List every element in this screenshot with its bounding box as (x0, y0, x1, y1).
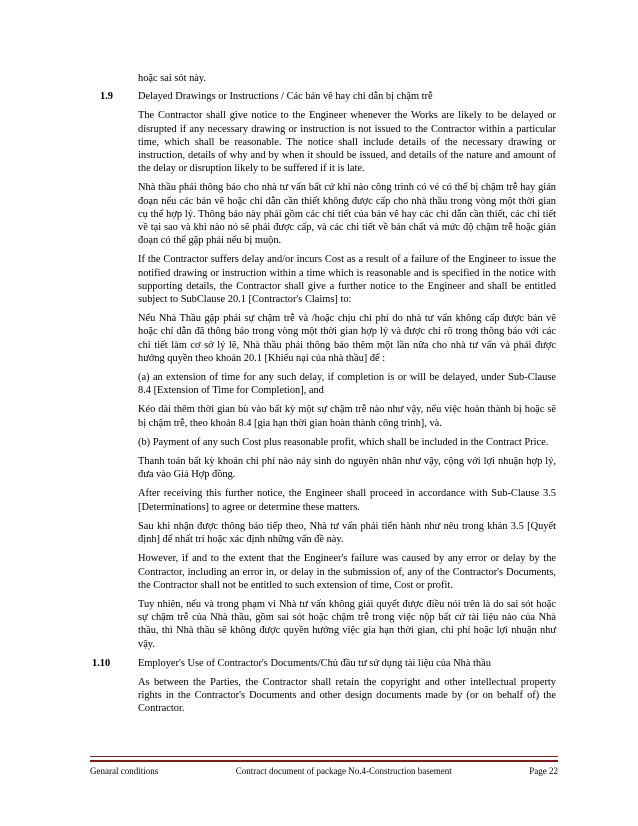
page-body (92, 72, 556, 722)
clause-1-10-paragraph: As between the Parties, the Contractor shall retain the copyright and other intellectual property rights in the Contractor's Documents and other design documents made by (or on behalf of) the Contractor. (138, 676, 556, 715)
clause-1-9-paragraph: (a) an extension of time for any such delay, if completion is or will be delayed, under Sub-Clause 8.4 [Extension of Time for Completion], and (138, 372, 556, 397)
clause-title: Employer's Use of Contractor's Documents/Chủ đầu tư sử dụng tài liệu của Nhà thầu (138, 657, 491, 669)
footer-page-number: Page 22 (529, 766, 558, 776)
footer-left: Genaral conditions (90, 766, 159, 776)
clause-1-9-paragraph: (b) Payment of any such Cost plus reasonable profit, which shall be included in the Contract Price. (138, 436, 549, 448)
clause-1-9-paragraph: Kéo dài thêm thời gian bù vào bất kỳ một sự chậm trễ nào như vậy, nếu việc hoàn thành bị hoặc sẽ bị chậm trễ, theo khoản 8.4 [gia hạn thời gian hoàn thành công trình], và. (138, 404, 556, 429)
clause-1-9-paragraph: If the Contractor suffers delay and/or incurs Cost as a result of a failure of the Engineer to issue the notified drawing or instruction within a time which is reasonable and is specified in the notice with supporting details, the Contractor shall give a further notice to the Engineer and shall be entitled subject to SubClause 20.1 [Contractor's Claims] to: (138, 254, 556, 306)
page-footer (90, 766, 558, 776)
clause-1-9-paragraph: The Contractor shall give notice to the Engineer whenever the Works are likely to be delayed or disrupted if any necessary drawing or instruction is not issued to the Contractor within a particular time, which shall be reasonable. The notice shall include details of the necessary drawing or instruction, details of why and by when it should be issued, and details of the nature and amount of the delay or disruption likely to be suffered if it is late. (138, 110, 556, 175)
footer-center: Contract document of package No.4-Construction basement (235, 766, 452, 776)
clause-1-10-heading (92, 657, 556, 670)
footer-rule-thin (90, 756, 558, 757)
clause-1-9-paragraph: However, if and to the extent that the Engineer's failure was caused by any error or delay by the Contractor, including an error in, or delay in the submission of, any of the Contractor's Documents, the Contractor shall not be entitled to such extension of time, Cost or profit. (138, 553, 556, 591)
clause-1-9-paragraph: Nếu Nhà Thầu gặp phải sự chậm trễ và /hoặc chịu chi phí do nhà tư vấn không cấp được bản vẽ hoặc chỉ dẫn đã thông báo trong vòng một thời gian hợp lý và được chỉ rõ trong thông báo với các chi tiết làm cơ sở lý lẽ, Nhà thầu phải thông báo thêm một lần nữa cho nhà tư vấn và phải được hưởng quyền theo khoản 20.1 [Khiếu nại của nhà thầu] để : (138, 313, 556, 364)
clause-1-9-paragraph: After receiving this further notice, the Engineer shall proceed in accordance with Sub-Clause 3.5 [Determinations] to agree or determine these matters. (138, 488, 556, 513)
lead-paragraph: hoặc sai sót này. (138, 73, 207, 84)
clause-1-9-paragraph: Nhà thầu phải thông báo cho nhà tư vấn bất cứ khi nào công trình có vẻ có thể bị chậm trễ hay gián đoạn nếu các bản vẽ hoặc chỉ dẫn cần thiết không được cấp cho nhà thầu trong vòng một thời gian cụ thể hợp lý. Thông báo này phải gồm các chi tiết của bản vẽ hay các chỉ dẫn cần thiết, các chi tiết về tại sao và khi nào nó sẽ phải được cấp, và các chi tiết về bản chất và mức độ chậm trễ hoặc gián đoạn có thể gặp phải nếu bị muộn. (138, 182, 556, 247)
clause-1-9-heading (100, 90, 556, 103)
clause-1-9-paragraph: Tuy nhiên, nếu và trong phạm vi Nhà tư vấn không giải quyết được điều nói trên là do sai sót hoặc sự chậm trễ của Nhà thầu, gồm sai sót hoặc chậm trễ trong việc nộp bất cứ tài liệu nào của Nhà thầu, thì Nhà thầu sẽ không được quyền hưởng việc gia hạn thời gian, chi phí hoặc lợi nhuận như vậy. (138, 598, 556, 650)
clause-number: 1.9 (100, 91, 113, 103)
clause-title: Delayed Drawings or Instructions / Các bản vẽ hay chỉ dẫn bị chậm trễ (138, 91, 433, 103)
footer-rule-thick (90, 760, 558, 762)
clause-number: 1.10 (92, 657, 111, 669)
clause-1-9-paragraph: Thanh toán bất kỳ khoản chi phí nào nảy sinh do nguyên nhân như vậy, cộng với lợi nhuận hợp lý, đưa vào Giá Hợp đồng. (138, 456, 556, 481)
clause-1-9-paragraph: Sau khi nhận được thông báo tiếp theo, Nhà tư vấn phải tiến hành như nêu trong khản 3.5 [Quyết định] để nhất trí hoặc xác định những vấn đề này. (138, 520, 556, 546)
